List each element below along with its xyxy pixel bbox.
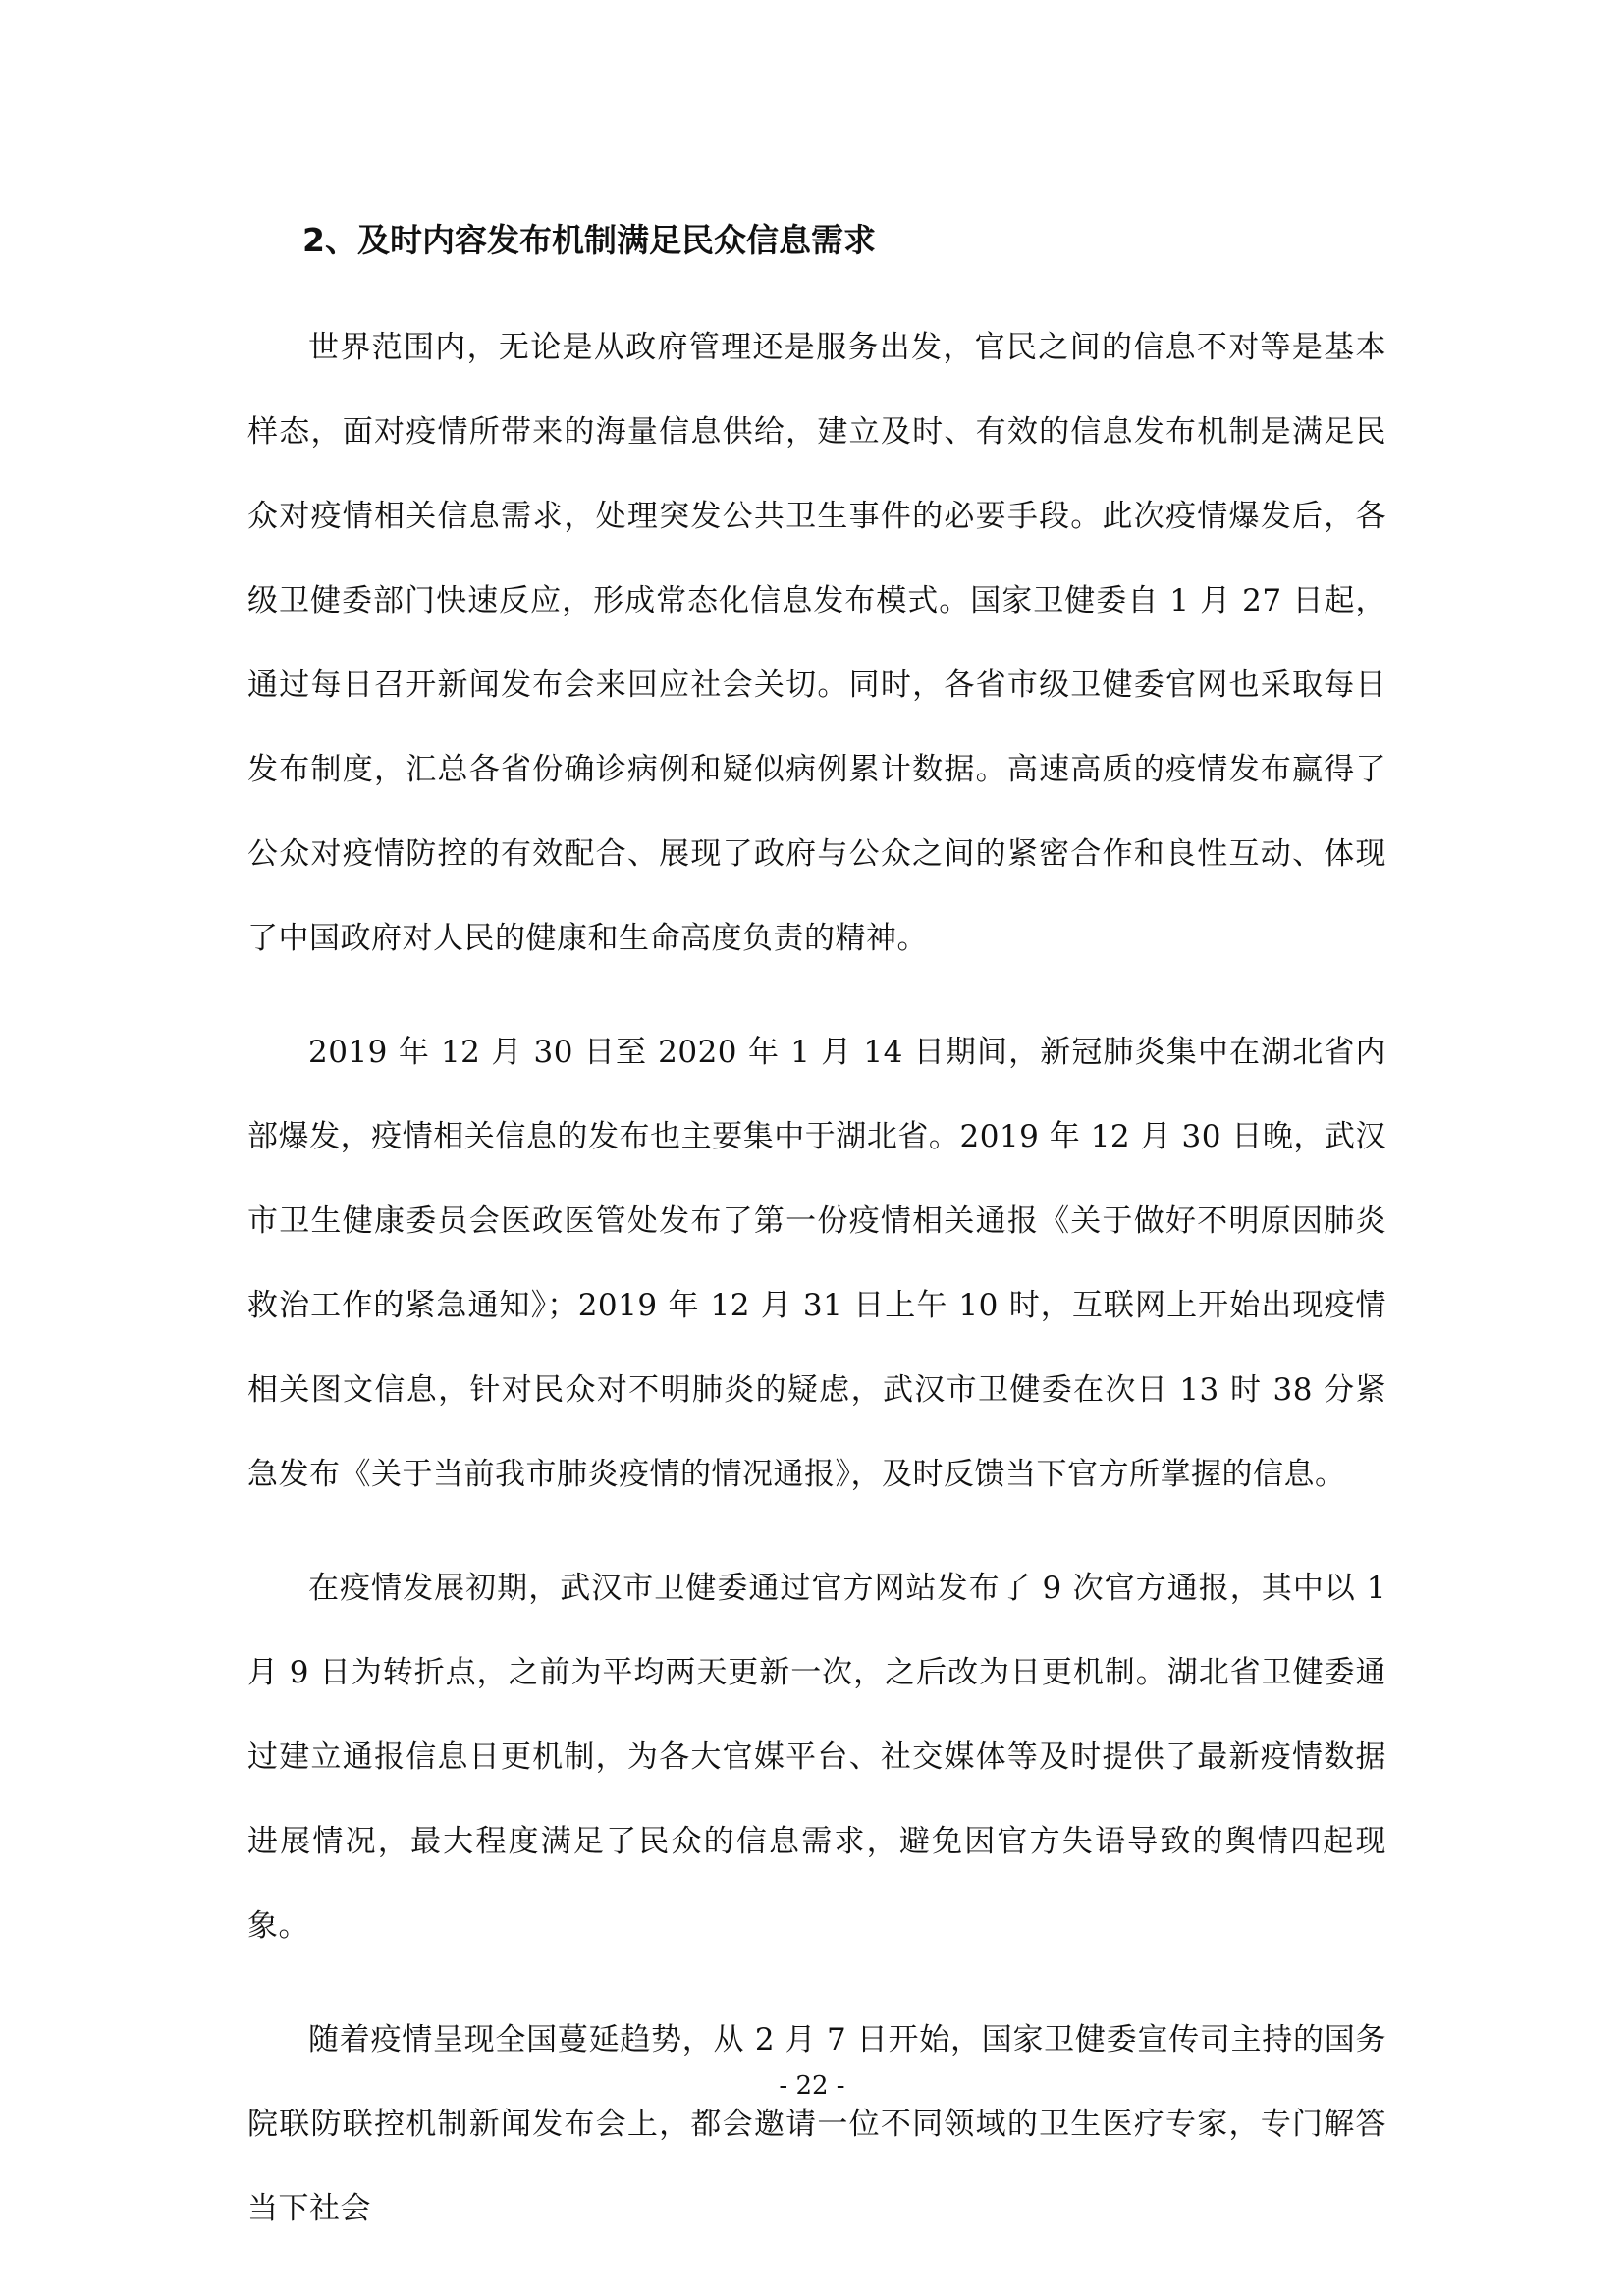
paragraph-2: 2019 年 12 月 30 日至 2020 年 1 月 14 日期间，新冠肺炎集中在湖北省内部爆发，疫情相关信息的发布也主要集中于湖北省。2019 年 12 月 30 日晚，武汉市卫生健康委员会医政医管处发布了第一份疫情相关通报《关于做好不明原因肺炎救治工作的紧急通知》；2019 年 12 月 31 日上午 10 时，互联网上开始出现疫情相关图文信息，针对民众对不明肺炎的疑虑，武汉市卫健委在次日 13 时 38 分紧急发布《关于当前我市肺炎疫情的情况通报》，及时反馈当下官方所掌握的信息。	[247, 1035, 1386, 1492]
paragraph-3: 在疫情发展初期，武汉市卫健委通过官方网站发布了 9 次官方通报，其中以 1 月 9 日为转折点，之前为平均两天更新一次，之后改为日更机制。湖北省卫健委通过建立通报信息日更机制，为各大官媒平台、社交媒体等及时提供了最新疫情数据进展情况，最大程度满足了民众的信息需求，避免因官方失语导致的舆情四起现象。	[247, 1571, 1386, 1944]
paragraph-4: 随着疫情呈现全国蔓延趋势，从 2 月 7 日开始，国家卫健委宣传司主持的国务院联防联控机制新闻发布会上，都会邀请一位不同领域的卫生医疗专家，专门解答当下社会	[247, 2022, 1386, 2226]
document-body	[247, 211, 1386, 2280]
paragraph-1: 世界范围内，无论是从政府管理还是服务出发，官民之间的信息不对等是基本样态，面对疫情所带来的海量信息供给，建立及时、有效的信息发布机制是满足民众对疫情相关信息需求，处理突发公共卫生事件的必要手段。此次疫情爆发后，各级卫健委部门快速反应，形成常态化信息发布模式。国家卫健委自 1 月 27 日起，通过每日召开新闻发布会来回应社会关切。同时，各省市级卫健委官网也采取每日发布制度，汇总各省份确诊病例和疑似病例累计数据。高速高质的疫情发布赢得了公众对疫情防控的有效配合、展现了政府与公众之间的紧密合作和良性互动、体现了中国政府对人民的健康和生命高度负责的精神。	[247, 330, 1386, 956]
page-number: - 22 -	[779, 2071, 845, 2101]
section-heading: 2、及时内容发布机制满足民众信息需求	[302, 221, 876, 259]
